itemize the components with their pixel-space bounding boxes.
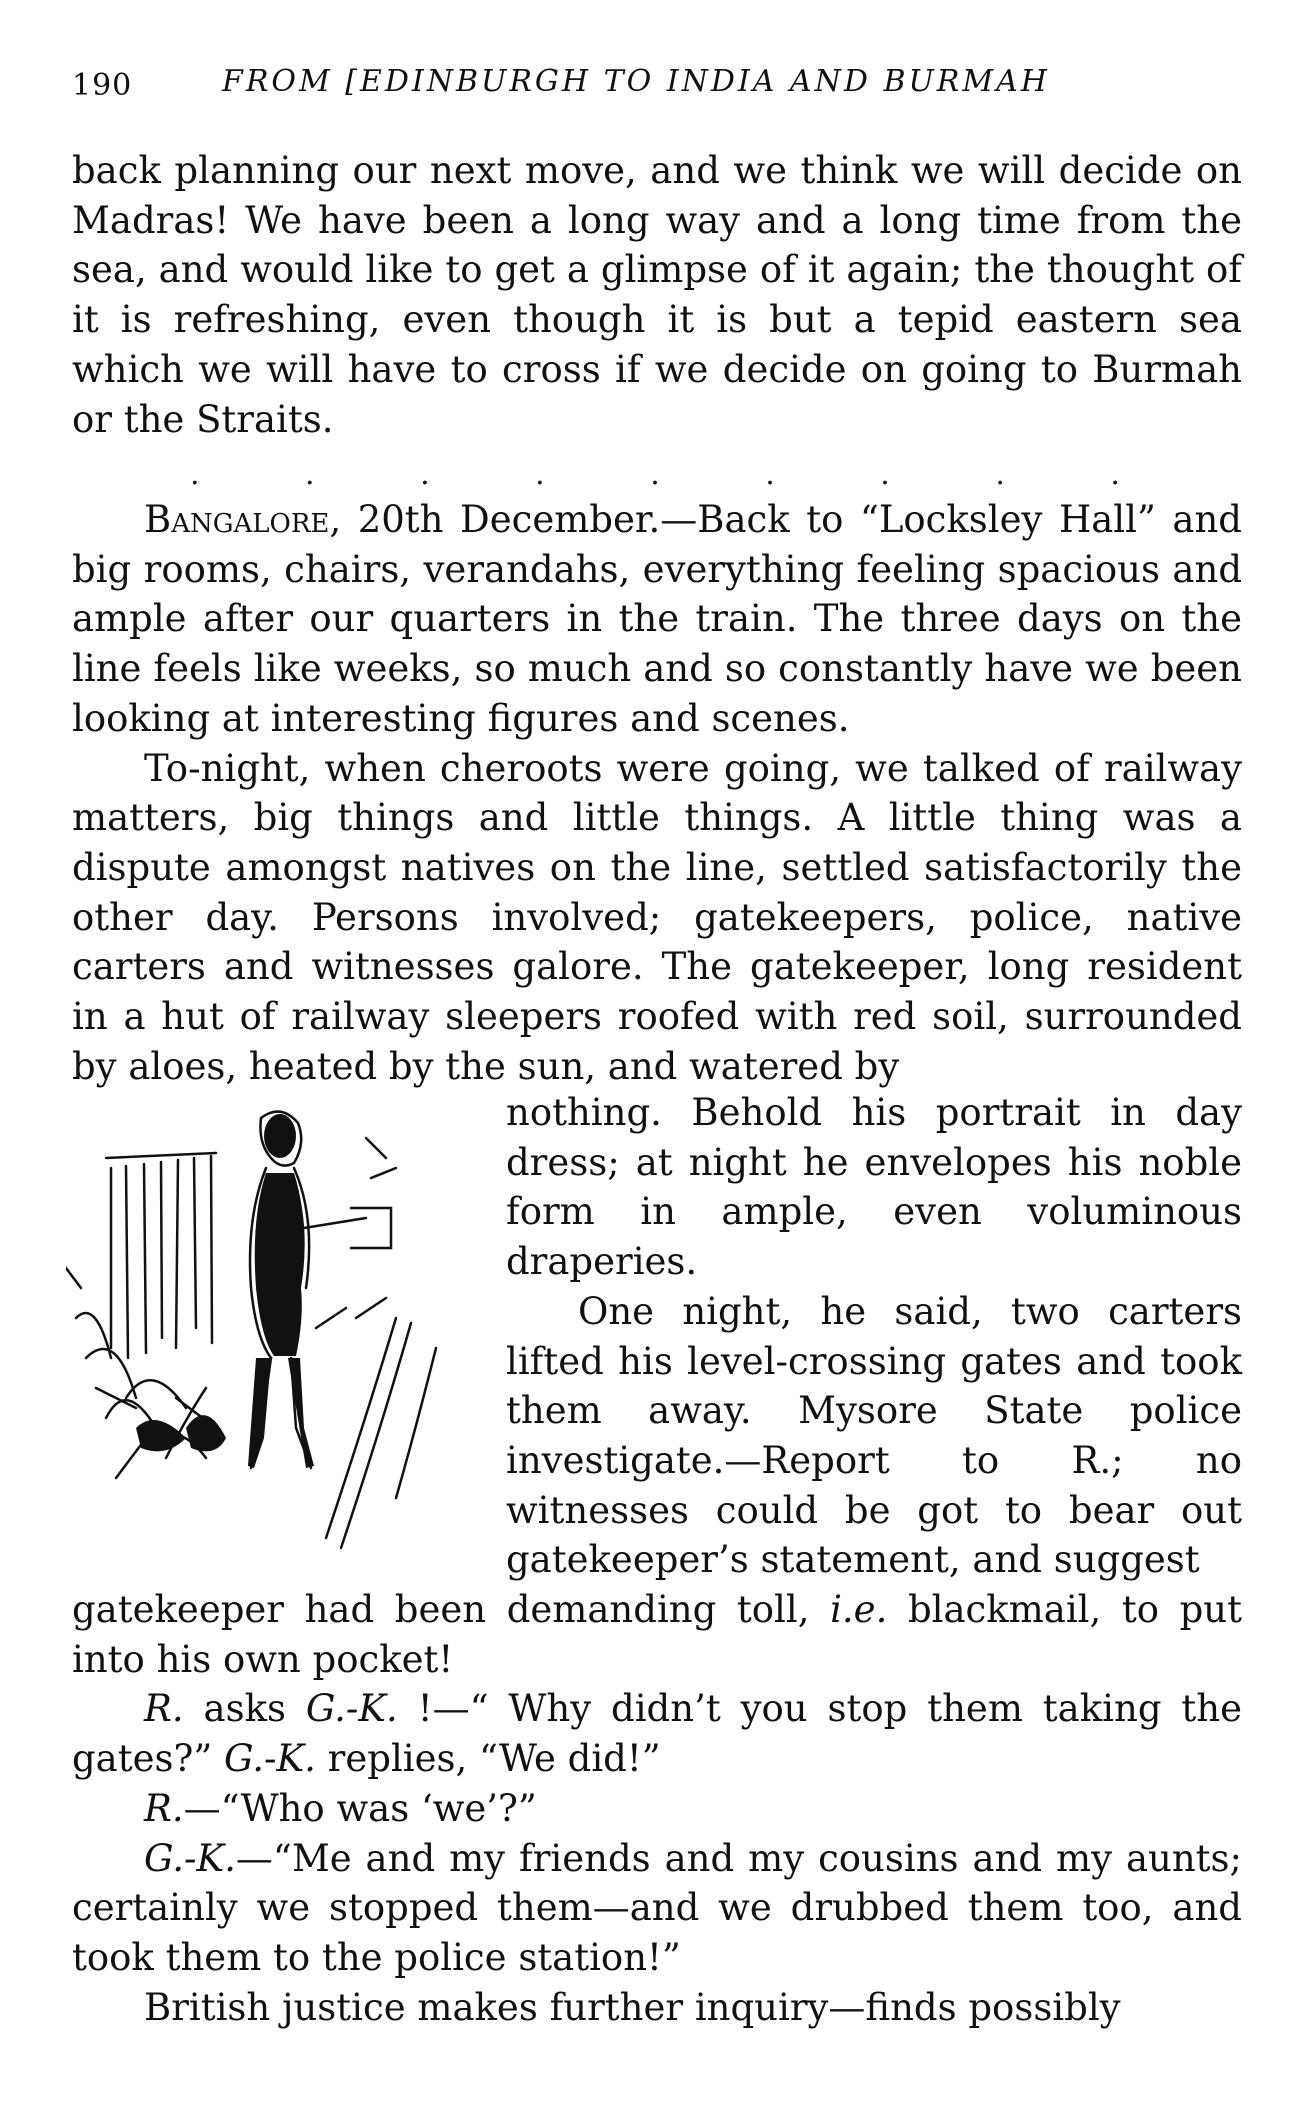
divider-dot: . bbox=[650, 457, 660, 492]
divider-dot: . bbox=[880, 457, 890, 492]
running-head: FROM [EDINBURGH TO INDIA AND BURMAH bbox=[222, 64, 1050, 99]
speaker-gk: G.-K. bbox=[224, 1737, 316, 1781]
speaker-r: R. bbox=[144, 1687, 184, 1731]
text-run: blackmail, to put into his own pocket! bbox=[72, 1588, 1242, 1681]
text-run: —“Me and my friends and my cousins and my aunts; certainly we stopped them—and we drubbed them too, and took them to the police station!” bbox=[72, 1836, 1242, 1979]
divider-dot: . bbox=[420, 457, 430, 492]
paragraph-6 bbox=[72, 1784, 1242, 1834]
paragraph-4-end bbox=[72, 1585, 1242, 1684]
paragraph-5 bbox=[72, 1684, 1242, 1783]
page-number: 190 bbox=[72, 68, 133, 103]
paragraph-2-text: 20th December.—Back to “Locksley Hall” and big rooms, chairs, verandahs, everything feeling spacious and ample after our quarters in the train. The three days on the line feels like weeks, so much and so constantly have we been looking at interesting figures and scenes. bbox=[72, 498, 1242, 740]
paragraph-2 bbox=[72, 495, 1242, 744]
divider-dot: . bbox=[995, 457, 1005, 492]
divider-dot: . bbox=[765, 457, 775, 492]
divider-dot: . bbox=[190, 457, 200, 492]
paragraph-8: British justice makes further inquiry—finds possibly bbox=[144, 1985, 1121, 2029]
paragraph-3: To-night, when cheroots were going, we talked of railway matters, big things and little things. A little thing was a dispute amongst natives on the line, settled satisfactorily the other day. Persons involved; gatekeepers, police, native carters and witnesses galore. The gatekeeper, long resident in a hut of railway sleepers roofed with red soil, surrounded by aloes, heated by the sun, and watered by bbox=[72, 746, 1242, 1088]
text-run: gatekeeper had been demanding toll, bbox=[72, 1588, 831, 1631]
text-block-wrap bbox=[506, 1088, 1242, 1585]
divider-dot: . bbox=[305, 457, 315, 492]
text-block-top bbox=[72, 146, 1242, 444]
text-run: —“Who was ‘we’?” bbox=[183, 1786, 537, 1830]
text-run: replies, “We did!” bbox=[315, 1737, 661, 1781]
speaker-gk: G.-K. bbox=[144, 1836, 236, 1880]
divider-dot: . bbox=[535, 457, 545, 492]
text-run: !—“ Why didn’t you stop them taking the gates?” bbox=[72, 1687, 1242, 1781]
paragraph-3-end: nothing. Behold his portrait in day dress; at night he envelopes his noble form in ample, even voluminous draperies. bbox=[506, 1091, 1242, 1284]
paragraph-7 bbox=[72, 1834, 1242, 1983]
speaker-gk: G.-K. bbox=[305, 1687, 398, 1731]
page-header bbox=[72, 64, 1242, 108]
text-block-middle bbox=[72, 495, 1242, 1091]
text-run: asks bbox=[183, 1687, 306, 1731]
section-divider bbox=[190, 457, 1120, 492]
paragraph-1: back planning our next move, and we think we will decide on Madras! We have been a long way and a long time from the sea, and would like to get a glimpse of it again; the thought of it is refreshing, even though it is but a tepid eastern sea which we will have to cross if we decide on going to Burmah or the Straits. bbox=[72, 149, 1242, 441]
speaker-r: R. bbox=[144, 1786, 184, 1830]
place-name: Bangalore, bbox=[144, 498, 342, 541]
divider-dot: . bbox=[1110, 457, 1120, 492]
gatekeeper-sketch-icon bbox=[66, 1098, 486, 1578]
text-block-bottom bbox=[72, 1585, 1242, 2032]
text-run-italic: i.e. bbox=[830, 1588, 888, 1631]
paragraph-4: One night, he said, two carters lifted his level-crossing gates and took them away. Mysore State police investigate.—Report to R.; no witnesses could be got to bear out gatekeeper’s statement, and suggest bbox=[506, 1289, 1242, 1582]
